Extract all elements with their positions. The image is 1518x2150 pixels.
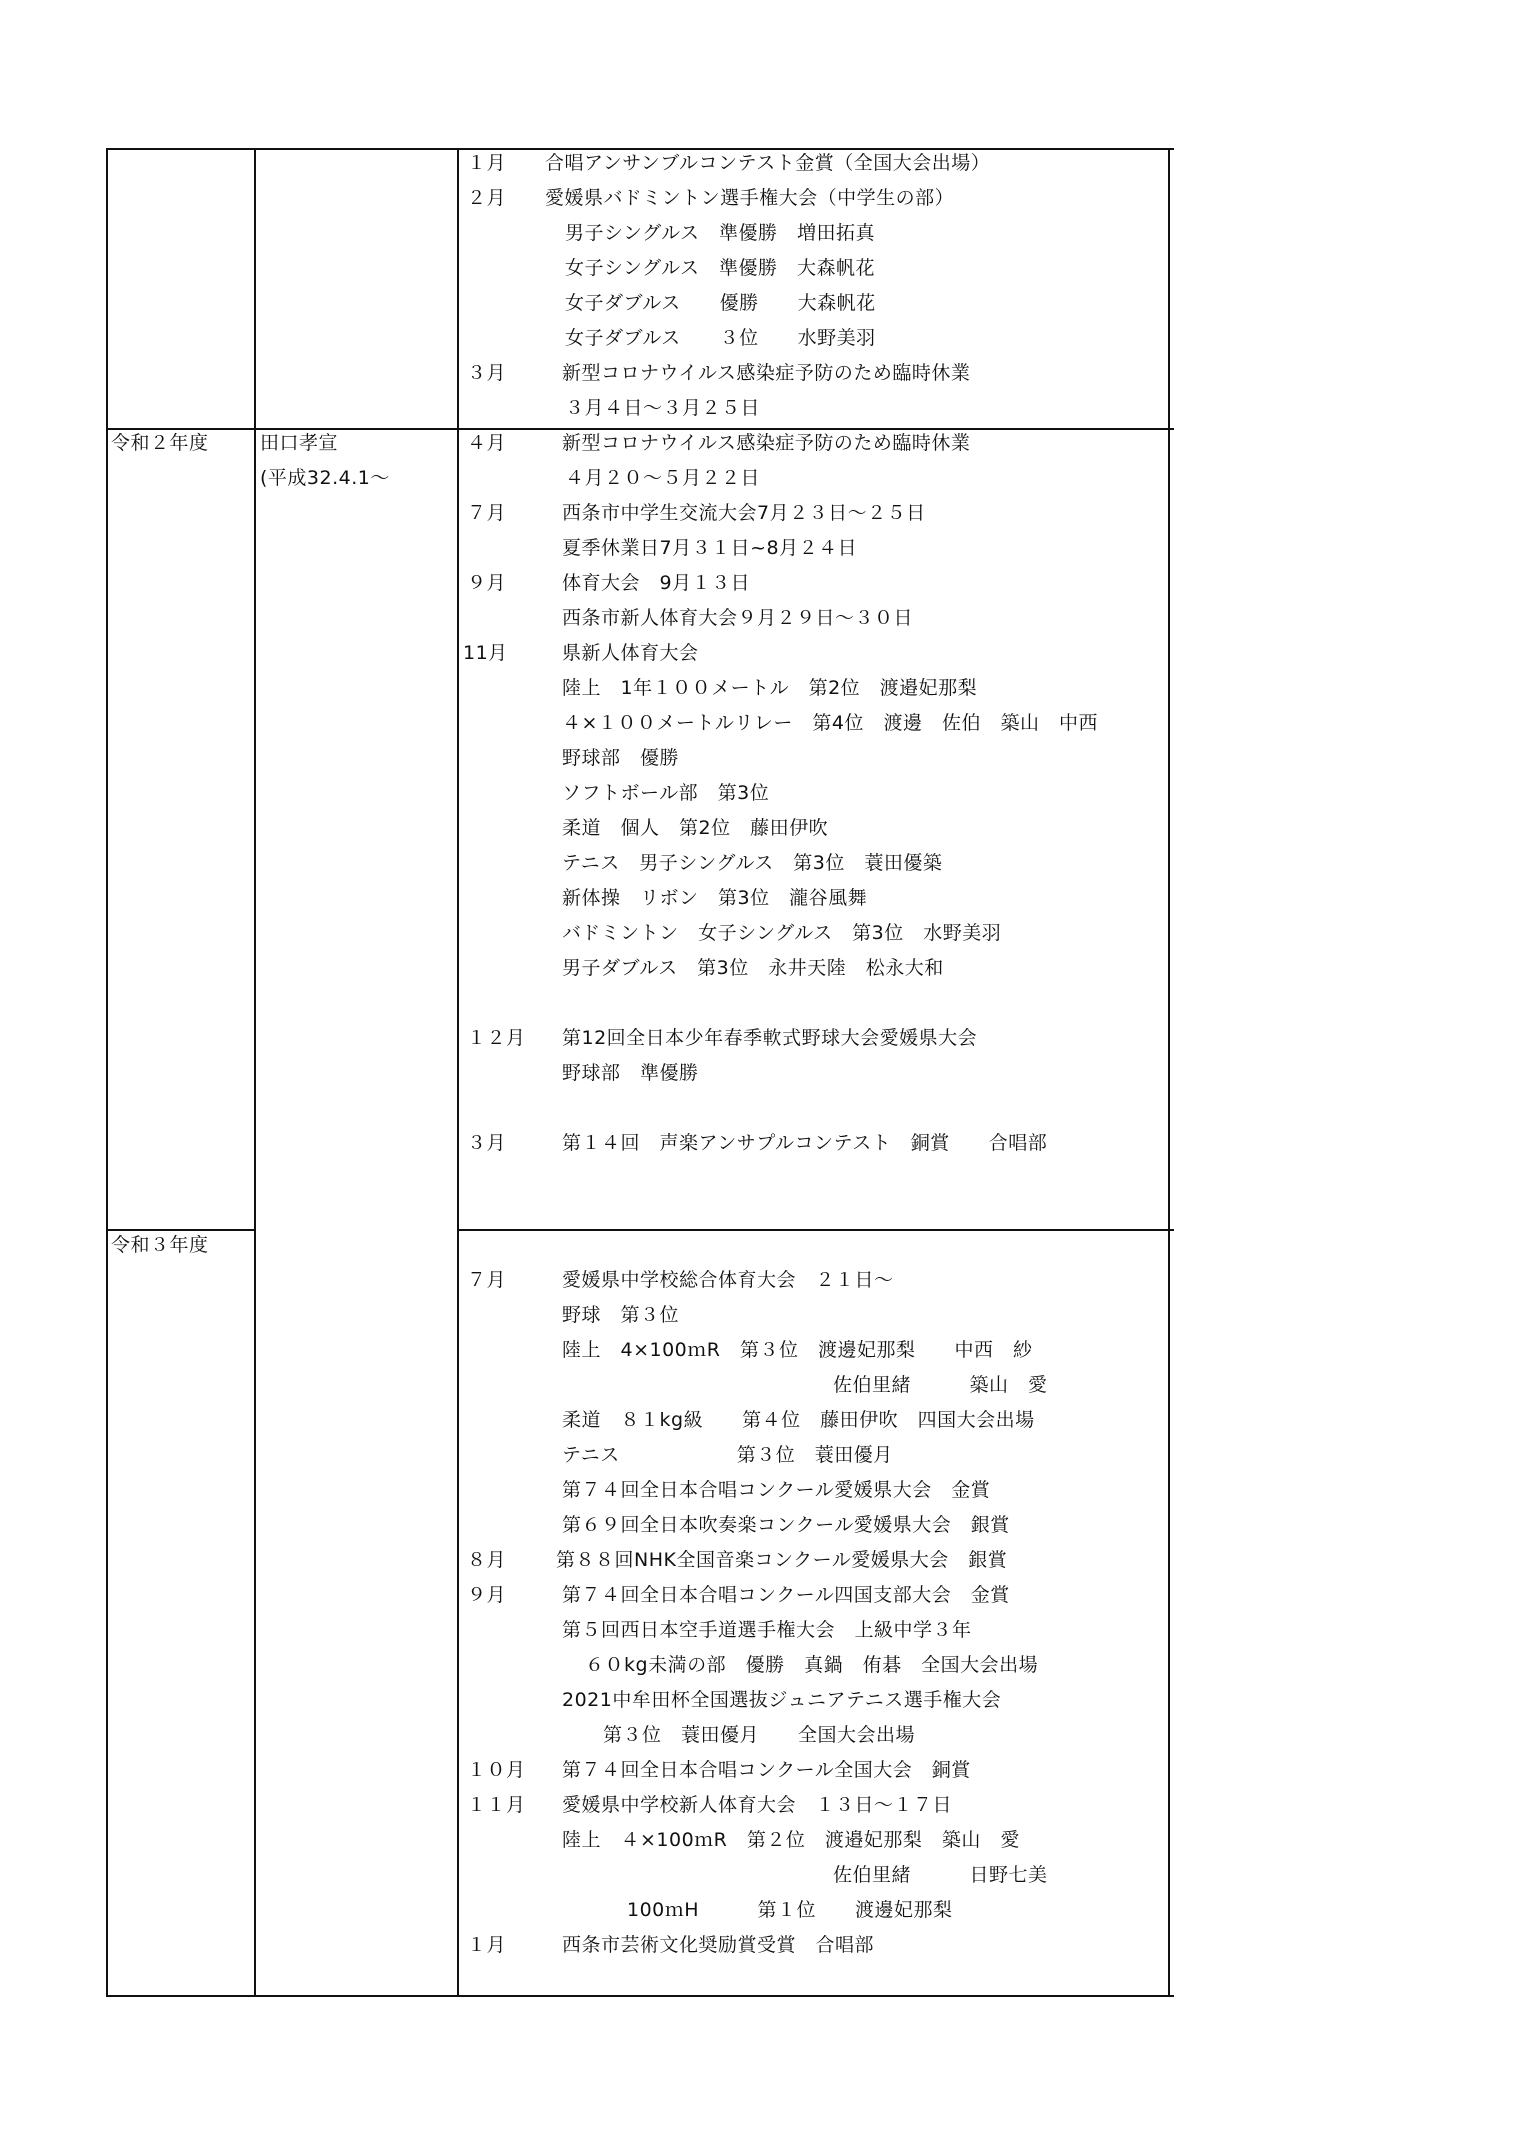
table-border-right (1168, 148, 1170, 1997)
principal-name: 田口孝宣 (260, 432, 339, 454)
event-text: 佐伯里緒 築山 愛 (833, 1374, 1048, 1396)
event-text: テニス 男子シングルス 第3位 蓑田優築 (562, 852, 943, 874)
event-text: 柔道 個人 第2位 藤田伊吹 (562, 817, 829, 839)
event-text: 第７４回全日本合唱コンクール全国大会 銅賞 (562, 1759, 971, 1781)
event-text: 第５回西日本空手道選手権大会 上級中学３年 (562, 1619, 972, 1641)
event-text: 夏季休業日7月３１日~8月２４日 (562, 537, 858, 559)
event-text: 新体操 リボン 第3位 瀧谷風舞 (562, 887, 868, 909)
event-text: 陸上 4×100ｍR 第３位 渡邊妃那梨 中西 紗 (562, 1339, 1033, 1361)
event-text: 第６９回全日本吹奏楽コンクール愛媛県大会 銀賞 (562, 1514, 1010, 1536)
event-text: バドミントン 女子シングルス 第3位 水野美羽 (562, 922, 1002, 944)
table-border-left (106, 148, 108, 1997)
event-text: 第12回全日本少年春季軟式野球大会愛媛県大会 (562, 1027, 978, 1049)
month-label: １月 (467, 1934, 507, 1956)
event-text: 西条市新人体育大会９月２９日～３０日 (562, 607, 914, 629)
event-text: 第３位 蓑田優月 全国大会出場 (603, 1724, 916, 1746)
month-label: ７月 (467, 1269, 507, 1291)
event-text: 新型コロナウイルス感染症予防のため臨時休業 (562, 432, 971, 454)
row-divider-reiwa3-year (106, 1229, 256, 1231)
event-text: 佐伯里緒 日野七美 (833, 1864, 1048, 1886)
month-label: ４月 (467, 432, 507, 454)
month-label: 11月 (463, 642, 508, 664)
event-text: 女子ダブルス 優勝 大森帆花 (565, 292, 876, 314)
month-label: １２月 (467, 1027, 526, 1049)
event-text: 野球部 準優勝 (562, 1062, 699, 1084)
event-text: 愛媛県バドミントン選手権大会（中学生の部） (545, 187, 955, 209)
year-label: 令和３年度 (111, 1234, 209, 1256)
event-text: 西条市芸術文化奨励賞受賞 合唱部 (562, 1934, 875, 1956)
event-text: テニス 第３位 蓑田優月 (562, 1444, 893, 1466)
event-text: ６０kg未満の部 優勝 真鍋 侑碁 全国大会出場 (585, 1654, 1039, 1676)
row-divider-reiwa3-events (458, 1229, 1174, 1231)
event-text: ソフトボール部 第3位 (562, 782, 770, 804)
event-text: 第８８回NHK全国音楽コンクール愛媛県大会 銀賞 (556, 1549, 1008, 1571)
month-label: ３月 (467, 1132, 507, 1154)
event-text: 合唱アンサンブルコンテスト金賞（全国大会出場） (545, 152, 991, 174)
month-label: ８月 (467, 1549, 507, 1571)
event-text: 第１４回 声楽アンサプルコンテスト 銅賞 合唱部 (562, 1132, 1048, 1154)
event-text: ４×１００メートルリレー 第4位 渡邊 佐伯 築山 中西 (562, 712, 1099, 734)
event-text: 新型コロナウイルス感染症予防のため臨時休業 (562, 362, 971, 384)
event-text: 100ｍH 第１位 渡邊妃那梨 (627, 1899, 953, 1921)
column-divider-2 (457, 148, 459, 1997)
event-text: 男子シングルス 準優勝 増田拓真 (565, 222, 876, 244)
event-text: 柔道 ８１kg級 第４位 藤田伊吹 四国大会出場 (562, 1409, 1035, 1431)
event-text: 西条市中学生交流大会7月２３日～２５日 (562, 502, 926, 524)
event-text: 陸上 ４×100ｍR 第２位 渡邉妃那梨 築山 愛 (562, 1829, 1020, 1851)
event-text: 県新人体育大会 (562, 642, 699, 664)
event-text: 愛媛県中学校総合体育大会 ２１日～ (562, 1269, 894, 1291)
column-divider-1 (254, 148, 256, 1997)
month-label: ９月 (467, 1584, 507, 1606)
table-border-bottom (106, 1995, 1174, 1997)
month-label: ２月 (467, 187, 507, 209)
event-text: 男子ダブルス 第3位 永井天陸 松永大和 (562, 957, 944, 979)
month-label: ９月 (467, 572, 507, 594)
event-text: 第７４回全日本合唱コンクール愛媛県大会 金賞 (562, 1479, 991, 1501)
event-text: 愛媛県中学校新人体育大会 １３日～１７日 (562, 1794, 953, 1816)
month-label: １０月 (467, 1759, 526, 1781)
event-text: 女子ダブルス ３位 水野美羽 (565, 327, 876, 349)
event-text: 陸上 1年１００メートル 第2位 渡邉妃那梨 (562, 677, 978, 699)
event-text: 野球部 優勝 (562, 747, 680, 769)
month-label: １１月 (467, 1794, 526, 1816)
month-label: １月 (467, 152, 507, 174)
principal-since: (平成32.4.1～ (260, 467, 390, 489)
month-label: ７月 (467, 502, 507, 524)
event-text: ３月４日～３月２５日 (565, 397, 761, 419)
event-text: 2021中牟田杯全国選抜ジュニアテニス選手権大会 (562, 1689, 1002, 1711)
month-label: ３月 (467, 362, 507, 384)
event-text: 体育大会 9月１３日 (562, 572, 751, 594)
event-text: ４月２０～５月２２日 (565, 467, 761, 489)
year-label: 令和２年度 (111, 432, 209, 454)
event-text: 第７４回全日本合唱コンクール四国支部大会 金賞 (562, 1584, 1010, 1606)
event-text: 野球 第３位 (562, 1304, 680, 1326)
event-text: 女子シングルス 準優勝 大森帆花 (565, 257, 876, 279)
